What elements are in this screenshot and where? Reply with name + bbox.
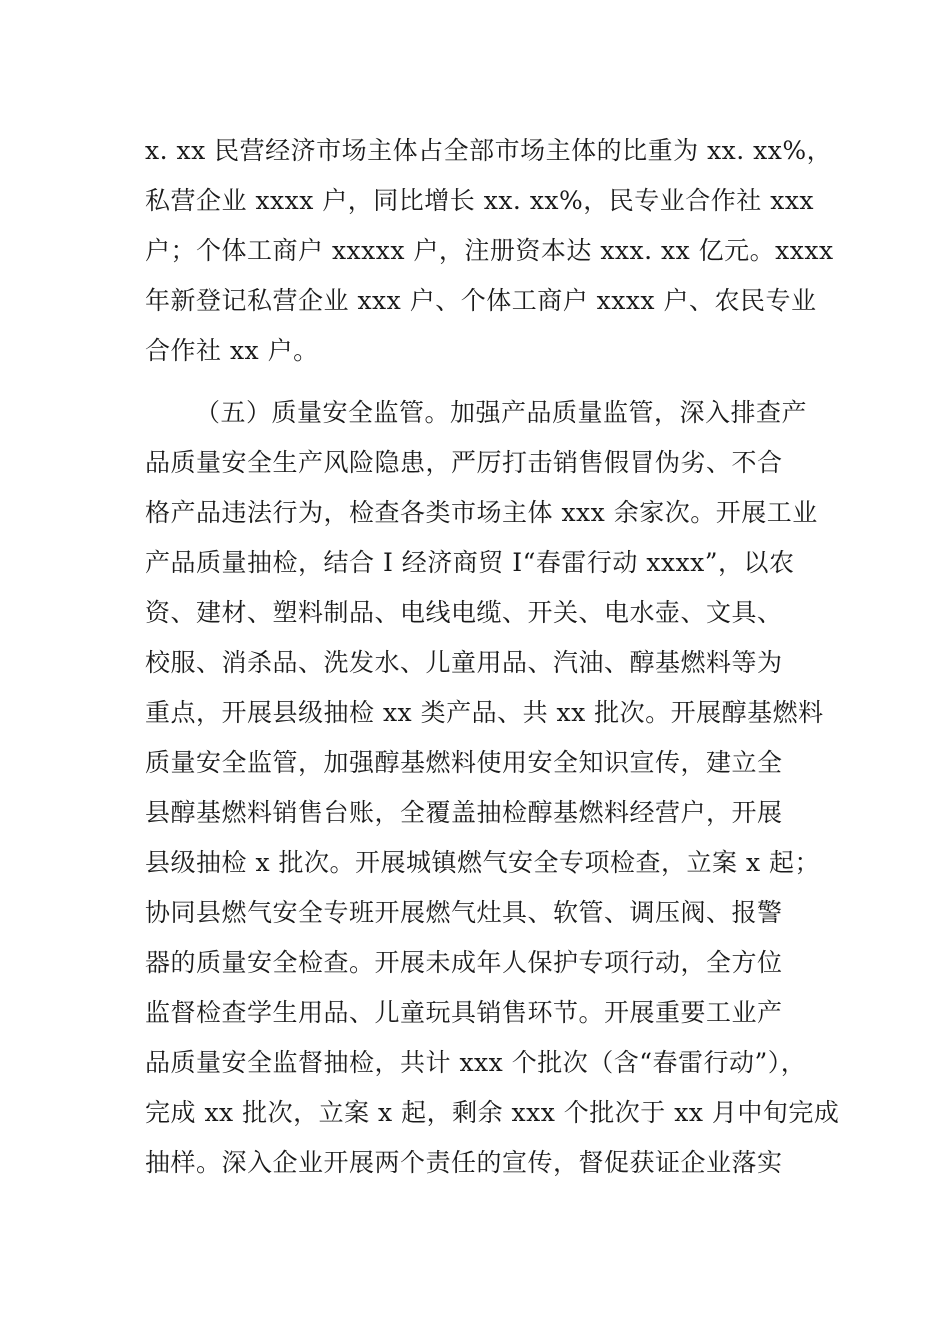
text-line: 县级抽检 x 批次。开展城镇燃气安全专项检查，立案 x 起； xyxy=(145,848,820,877)
text-line: 资、建材、塑料制品、电线电缆、开关、电水壶、文具、 xyxy=(145,598,783,627)
text-line: 质量安全监管，加强醇基燃料使用安全知识宣传，建立全 xyxy=(145,748,783,777)
text-line: x. xx 民营经济市场主体占全部市场主体的比重为 xx. xx%， xyxy=(145,136,833,165)
text-line: 县醇基燃料销售台账，全覆盖抽检醇基燃料经营户，开展 xyxy=(145,798,783,827)
paragraph-market-entities xyxy=(145,126,834,376)
text-line: 重点，开展县级抽检 xx 类产品、共 xx 批次。开展醇基燃料 xyxy=(145,698,824,727)
paragraph-quality-safety xyxy=(145,388,840,1188)
text-line: 器的质量安全检查。开展未成年人保护专项行动，全方位 xyxy=(145,948,783,977)
text-line: 品质量安全监督抽检，共计 xxx 个批次（含“春雷行动”）， xyxy=(145,1048,807,1077)
text-line: 私营企业 xxxx 户，同比增长 xx. xx%，民专业合作社 xxx xyxy=(145,186,815,215)
text-line: 校服、消杀品、洗发水、儿童用品、汽油、醇基燃料等为 xyxy=(145,648,783,677)
text-line: 年新登记私营企业 xxx 户、个体工商户 xxxx 户、农民专业 xyxy=(145,286,817,315)
text-line: 协同县燃气安全专班开展燃气灶具、软管、调压阀、报警 xyxy=(145,898,783,927)
text-line: 格产品违法行为，检查各类市场主体 xxx 余家次。开展工业 xyxy=(145,498,818,527)
text-line: 抽样。深入企业开展两个责任的宣传，督促获证企业落实 xyxy=(145,1148,783,1177)
text-line: 户；个体工商户 xxxxx 户，注册资本达 xxx. xx 亿元。xxxx xyxy=(145,236,834,265)
text-line-first: （五）质量安全监管。加强产品质量监管，深入排查产 xyxy=(195,398,808,427)
document-body xyxy=(145,126,840,1188)
text-line: 产品质量抽检，结合 I 经济商贸 I“春雷行动 xxxx”，以农 xyxy=(145,548,795,577)
text-line: 品质量安全生产风险隐患，严厉打击销售假冒伪劣、不合 xyxy=(145,448,783,477)
text-line: 监督检查学生用品、儿童玩具销售环节。开展重要工业产 xyxy=(145,998,783,1027)
text-line: 完成 xx 批次，立案 x 起，剩余 xxx 个批次于 xx 月中旬完成 xyxy=(145,1098,840,1127)
text-line: 合作社 xx 户。 xyxy=(145,336,319,365)
